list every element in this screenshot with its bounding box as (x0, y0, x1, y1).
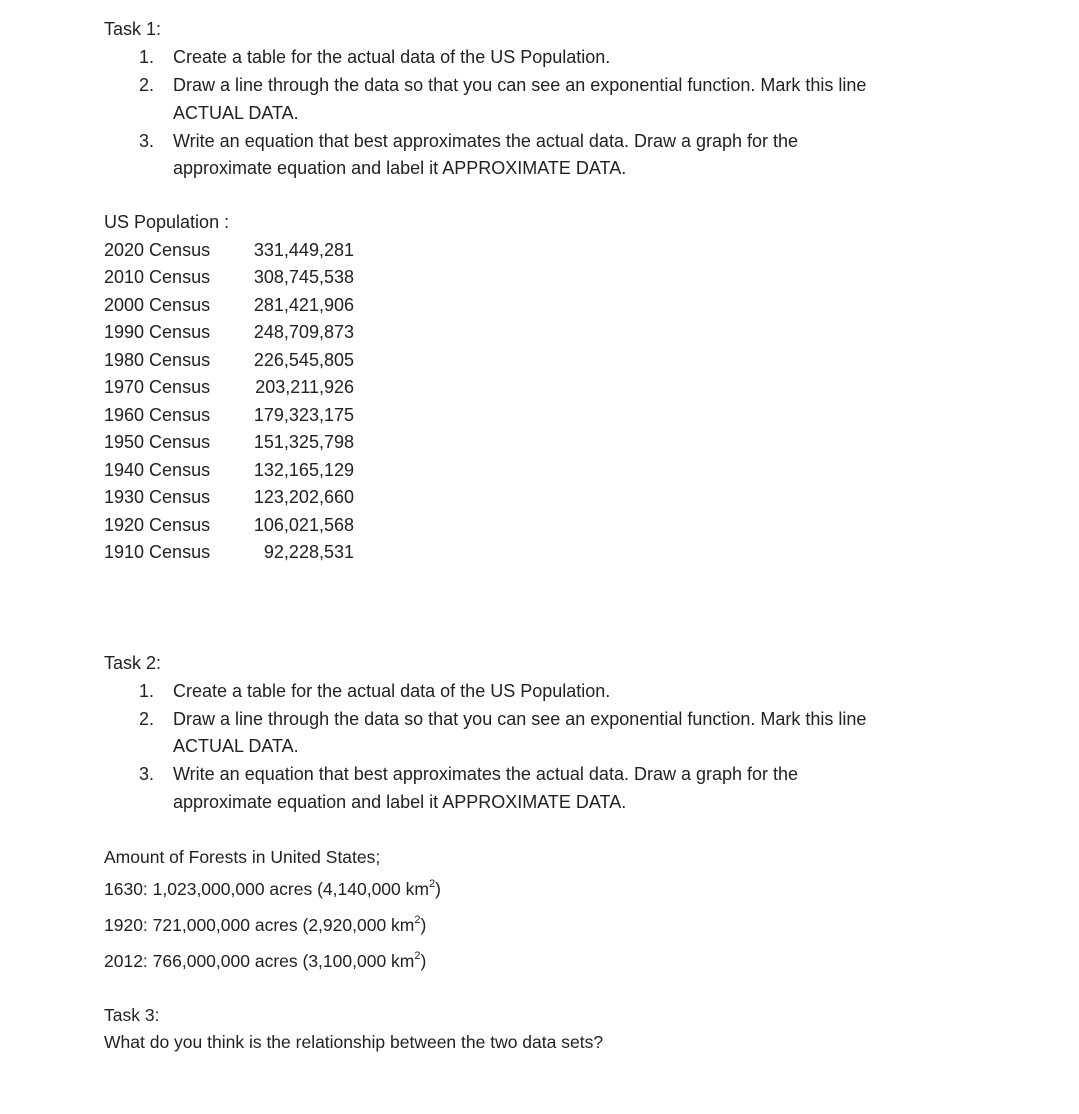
population-heading: US Population : (104, 212, 230, 232)
population-year: 1990 Census (104, 322, 211, 342)
population-value: 179,323,175 (253, 405, 354, 425)
forests-heading: Amount of Forests in United States; (104, 847, 381, 867)
population-year: 1940 Census (104, 460, 211, 480)
task2-item1-text: Create a table for the actual data of the US Population. (173, 681, 611, 701)
forest-row-close: ) (435, 879, 441, 899)
task2-item1-number: 1. (139, 681, 155, 701)
population-value: 308,745,538 (253, 267, 354, 287)
forest-row (104, 878, 441, 900)
task1-item3-text: Write an equation that best approximates the actual data. Draw a graph for the (173, 131, 799, 151)
forest-row-sup: 2 (414, 914, 421, 927)
population-value: 106,021,568 (253, 515, 354, 535)
forest-row-close: ) (420, 915, 427, 935)
population-year: 2000 Census (104, 295, 211, 315)
population-value: 123,202,660 (253, 487, 354, 507)
population-value: 226,545,805 (253, 350, 354, 370)
population-value: 151,325,798 (253, 432, 354, 452)
task1-title: Task 1: (104, 19, 162, 39)
population-value: 331,449,281 (253, 240, 354, 260)
population-year: 2010 Census (104, 267, 211, 287)
task3-question: What do you think is the relationship between the two data sets? (104, 1032, 604, 1052)
population-year: 1910 Census (104, 542, 211, 562)
task2-item3-number: 3. (139, 764, 155, 784)
task1-item3-number: 3. (139, 131, 155, 151)
task2-item2-number: 2. (139, 709, 155, 729)
forest-row-text: 2012: 766,000,000 acres (3,100,000 km (104, 951, 415, 971)
population-value: 132,165,129 (253, 460, 354, 480)
forest-row-sup: 2 (428, 878, 436, 891)
task1-item2-number: 2. (139, 75, 155, 95)
task1-item3-text-cont: approximate equation and label it APPROXIMATE DATA. (173, 158, 627, 178)
population-value: 248,709,873 (253, 322, 354, 342)
population-year: 1950 Census (104, 432, 211, 452)
task1-item1-text: Create a table for the actual data of the US Population. (173, 47, 611, 67)
forest-row-text: 1920: 721,000,000 acres (2,920,000 km (104, 915, 415, 935)
task3-title: Task 3: (104, 1005, 160, 1025)
task1-item2-text: Draw a line through the data so that you can see an exponential function. Mark this line (173, 75, 867, 95)
population-value: 281,421,906 (253, 295, 354, 315)
task1-item2-text-cont: ACTUAL DATA. (173, 103, 299, 123)
forest-row-text: 1630: 1,023,000,000 acres (4,140,000 km (104, 879, 429, 899)
forest-row-close: ) (420, 951, 427, 971)
task2-item3-text: Write an equation that best approximates the actual data. Draw a graph for the (173, 764, 799, 784)
task2-item3-text-cont: approximate equation and label it APPROXIMATE DATA. (173, 792, 627, 812)
forest-row-sup: 2 (414, 950, 421, 963)
task1-item1-number: 1. (139, 47, 155, 67)
forest-row (104, 950, 426, 972)
population-value: 92,228,531 (263, 542, 354, 562)
population-year: 1930 Census (104, 487, 211, 507)
task2-item2-text: Draw a line through the data so that you can see an exponential function. Mark this line (173, 709, 867, 729)
forest-row (104, 914, 426, 936)
population-year: 1980 Census (104, 350, 211, 370)
population-year: 1970 Census (104, 377, 211, 397)
population-year: 1960 Census (104, 405, 211, 425)
population-year: 2020 Census (104, 240, 211, 260)
population-value: 203,211,926 (255, 377, 354, 397)
task2-item2-text-cont: ACTUAL DATA. (173, 736, 299, 756)
population-year: 1920 Census (104, 515, 211, 535)
task2-title: Task 2: (104, 653, 162, 673)
